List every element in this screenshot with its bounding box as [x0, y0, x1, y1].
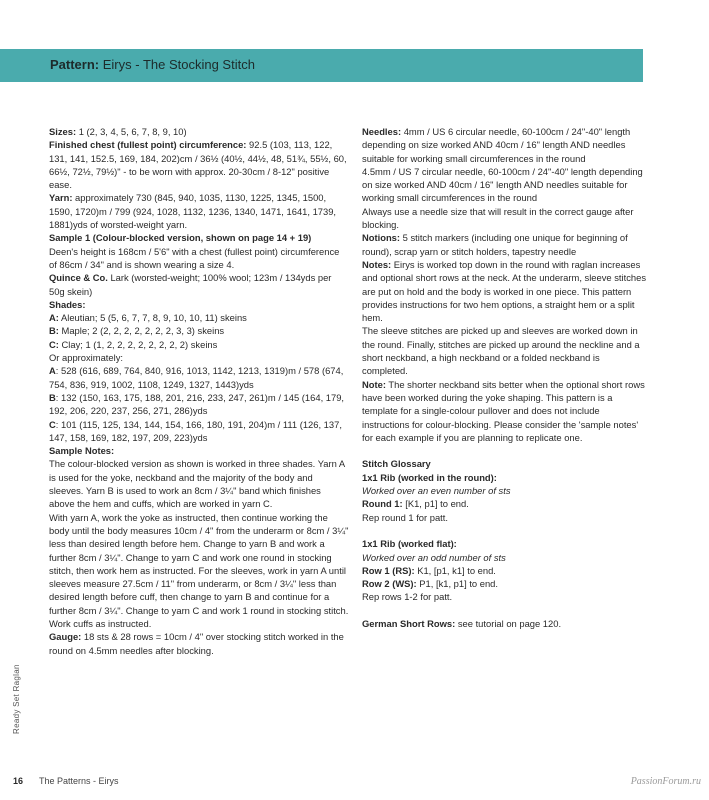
- needles-spec-3: Always use a needle size that will result in the correct gauge after blocking.: [362, 205, 634, 231]
- needles-spec: Needles: 4mm / US 6 circular needle, 60-100cm / 24"-40" length depending on size worked AND 40cm / 16" length AND needles suitable for working small circumferences in the round: [362, 126, 631, 164]
- rib-flat-title: 1x1 Rib (worked flat):: [362, 538, 457, 550]
- needles-spec-2: 4.5mm / US 7 circular needle, 60-100cm / 24"-40" length depending on size worked AND 40cm / 16" length AND needles suitable for working small circumferences in the round: [362, 165, 643, 204]
- spec-paragraph: B: 132 (150, 163, 175, 188, 201, 216, 233, 247, 261)m / 145 (164, 179, 192, 206, 220, 237, 256, 271, 286)yds: [49, 391, 345, 417]
- rib-flat-row-2: Row 2 (WS): P1, [k1, p1] to end.: [362, 578, 498, 590]
- pattern-title-banner: [0, 49, 643, 82]
- neckband-note: Note: The shorter neckband sits better when the optional short rows have been worked during the yoke shaping. This pattern is a template for a single-colour pullover and does not include instructions for colour-blocking. Please consider the 'sample notes' for each example if you are planning to replicate one.: [362, 378, 645, 443]
- spec-paragraph: Finished chest (fullest point) circumference: 92.5 (103, 113, 122, 131, 141, 152.5, 169, 184, 202)cm / 36½ (40½, 44½, 48, 51¾, 55½, 60, 66½, 72½, 79½)" - to be worn with approx. 20-30cm / 8-12" positive ease.: [49, 139, 347, 191]
- spec-paragraph: Deen's height is 168cm / 5'6" with a chest (fullest point) circumference of 86cm / 34" and is shown wearing a size 4.: [49, 245, 340, 270]
- spec-paragraph: Sample Notes:: [49, 445, 115, 457]
- watermark: PassionForum.ru: [630, 776, 701, 787]
- spec-paragraph: C: Clay; 1 (1, 2, 2, 2, 2, 2, 2, 2, 2) skeins: [49, 338, 218, 350]
- rib-round-repeat: Rep round 1 for patt.: [362, 511, 448, 523]
- spec-paragraph: Gauge: 18 sts & 28 rows = 10cm / 4" over stocking stitch worked in the round on 4.5mm needles after blocking.: [49, 631, 344, 656]
- book-title-side: Ready Set Raglan: [12, 664, 21, 734]
- spec-paragraph: Yarn: approximately 730 (845, 940, 1035, 1130, 1225, 1345, 1500, 1590, 1720)m / 799 (924, 1028, 1132, 1236, 1340, 1471, 1641, 1739, 1881)yds of worsted-weight yarn.: [49, 192, 337, 231]
- spec-paragraph: Sample 1 (Colour-blocked version, shown on page 14 + 19): [49, 232, 312, 244]
- section-name: The Patterns - Eirys: [39, 776, 119, 786]
- right-column: [362, 125, 648, 630]
- left-column: [49, 125, 349, 657]
- page-number: 16: [13, 776, 24, 786]
- spec-paragraph: C: 101 (115, 125, 134, 144, 154, 166, 180, 191, 204)m / 111 (126, 137, 147, 158, 169, 182, 197, 209, 223)yds: [49, 418, 342, 443]
- page-title: Pattern: Eirys - The Stocking Stitch: [50, 57, 255, 72]
- german-short-rows: German Short Rows: see tutorial on page 120.: [362, 617, 562, 629]
- spec-paragraph: Shades:: [49, 298, 86, 310]
- rib-round-subtitle: Worked over an even number of sts: [362, 485, 511, 497]
- notions-spec: Notions: 5 stitch markers (including one unique for beginning of round), scrap yarn or stitch holders, tapestry needle: [362, 232, 628, 257]
- spec-paragraph: The colour-blocked version as shown is worked in three shades. Yarn A is used for the yoke, neckband and the majority of the body and sleeves. Yarn B is used to work an 8cm / 3¼" band which finishes above the hem and cuffs, which are worked in yarn C.: [49, 458, 345, 510]
- spec-paragraph: A: 528 (616, 689, 764, 840, 916, 1013, 1142, 1213, 1319)m / 578 (674, 754, 836, 919, 1002, 1108, 1249, 1327, 1443)yds: [49, 365, 344, 390]
- rib-round-title: 1x1 Rib (worked in the round):: [362, 471, 497, 483]
- stitch-glossary-title: Stitch Glossary: [362, 458, 431, 470]
- spec-paragraph: B: Maple; 2 (2, 2, 2, 2, 2, 2, 2, 3, 3) skeins: [49, 325, 225, 337]
- pattern-notes-2: The sleeve stitches are picked up and sleeves are worked down in the round. Finally, stitches are picked up around the neckline and a short neckband, a high neckband or a folded neckband is completed.: [362, 325, 640, 377]
- spec-paragraph: With yarn A, work the yoke as instructed, then continue working the body until the body measures 10cm / 4" from the underarm or 8cm / 3¼" less than desired length before hem. Change to yarn B and work a further 8cm / 3¼". Change to yarn C and work one round in stocking stitch, then work hem as instructed. For the sleeves, work in yarn A until sleeves measure 27.5cm / 11" from underarm, or 8cm / 3¼" less than desired length before cuff, then change to yarn B and continue for a further 8cm / 3¼". Change to yarn C and work 1 round in stocking stitch. Work cuffs as instructed.: [49, 511, 349, 629]
- spec-paragraph: A: Aleutian; 5 (5, 6, 7, 7, 8, 9, 10, 10, 11) skeins: [49, 312, 247, 324]
- rib-flat-repeat: Rep rows 1-2 for patt.: [362, 591, 453, 603]
- rib-flat-subtitle: Worked over an odd number of sts: [362, 551, 506, 563]
- spec-paragraph: Sizes: 1 (2, 3, 4, 5, 6, 7, 8, 9, 10): [49, 126, 187, 137]
- spec-paragraph: Or approximately:: [49, 352, 123, 364]
- pattern-notes: Notes: Eirys is worked top down in the round with raglan increases and optional short rows at the neck. At the underarm, sleeve stitches are put on hold and the body is worked in one piece. This pattern provides instructions for two hem options, a straight hem or a split hem.: [362, 258, 647, 324]
- spec-paragraph: Quince & Co. Lark (worsted-weight; 100% wool; 123m / 134yds per 50g skein): [49, 272, 332, 297]
- rib-round-row-1: Round 1: [K1, p1] to end.: [362, 498, 469, 510]
- rib-flat-row-1: Row 1 (RS): K1, [p1, k1] to end.: [362, 564, 496, 576]
